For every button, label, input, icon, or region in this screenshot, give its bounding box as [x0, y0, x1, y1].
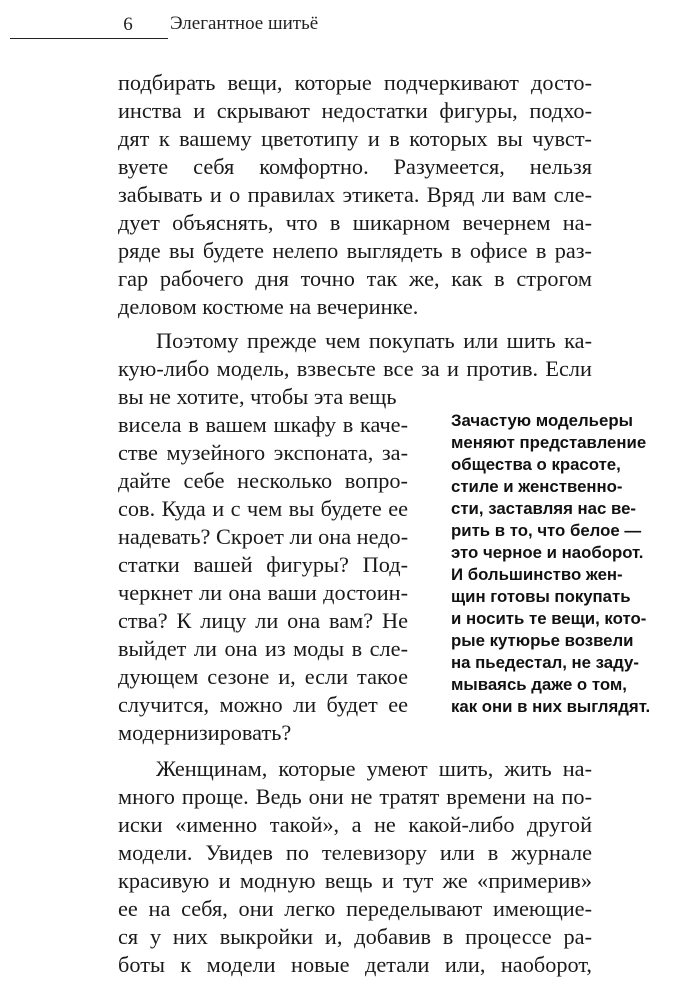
- body-line: кую-либо модель, взвесьте все за и против. Если: [118, 356, 592, 381]
- sidebar-line: и носить те вещи, кото-: [451, 609, 647, 628]
- body-line: иски «именно такой», а не какой-либо другой: [118, 812, 592, 837]
- sidebar-line: рить в то, что белое —: [451, 521, 642, 540]
- header-rule: [10, 38, 168, 39]
- body-line: ряде вы будете нелепо выглядеть в офисе в раз-: [118, 238, 592, 263]
- sidebar-line: щин готовы покупать: [451, 587, 631, 606]
- sidebar-line: Зачастую модельеры: [451, 411, 633, 430]
- sidebar-line: рые кутюрье возвели: [451, 631, 634, 650]
- body-line: сов. Куда и с чем вы будете ее: [118, 496, 408, 521]
- body-line: Поэтому прежде чем покупать или шить ка-: [156, 328, 592, 353]
- body-line: случится, можно ли будет ее: [118, 692, 408, 717]
- sidebar-line: стиле и женственно-: [451, 477, 623, 496]
- body-line: ства? К лицу ли она вам? Не: [118, 608, 408, 633]
- sidebar-line: сти, заставляя нас ве-: [451, 499, 637, 518]
- body-line: инства и скрывают недостатки фигуры, подхо-: [118, 98, 592, 123]
- sidebar-line: это черное и наоборот.: [451, 543, 644, 562]
- body-line: вуете себя комфортно. Разумеется, нельзя: [118, 154, 592, 179]
- body-line: дят к вашему цветотипу и в которых вы чувст-: [118, 126, 592, 151]
- sidebar-line: мываясь даже о том,: [451, 675, 627, 694]
- body-line: стве музейного экспоната, за-: [118, 440, 408, 465]
- sidebar-line: меняют представление: [451, 433, 647, 452]
- body-line: статки вашей фигуры? Под-: [118, 552, 408, 577]
- body-line: ее на себя, они легко переделывают имеющие-: [118, 896, 592, 921]
- sidebar-line: И большинство жен-: [451, 565, 623, 584]
- sidebar-line: на пьедестал, не заду-: [451, 653, 639, 672]
- body-line: много проще. Ведь они не тратят времени на по-: [118, 784, 592, 809]
- body-line: деловом костюме на вечеринке.: [118, 294, 419, 319]
- sidebar-line: как они в них выглядят.: [451, 697, 651, 716]
- body-line: подбирать вещи, которые подчеркивают досто-: [118, 70, 592, 95]
- body-line: дует объяснять, что в шикарном вечернем на-: [118, 210, 592, 235]
- body-line: модернизировать?: [118, 720, 292, 745]
- body-line: гар рабочего дня точно так же, как в строгом: [118, 266, 592, 291]
- body-line: надевать? Скроет ли она недо-: [118, 524, 409, 549]
- running-title: Элегантное шитьё: [170, 13, 319, 34]
- body-line: черкнет ли она ваши достоин-: [118, 580, 408, 605]
- body-line: ся у них выкройки и, добавив в процессе ра-: [118, 924, 592, 949]
- body-line: висела в вашем шкафу в каче-: [118, 412, 408, 437]
- body-line: дайте себе несколько вопро-: [118, 468, 408, 493]
- page-number: 6: [123, 14, 133, 35]
- body-line: красивую и модную вещь и тут же «примерив»: [118, 868, 592, 893]
- body-line: боты к модели новые детали или, наоборот,: [118, 952, 592, 977]
- body-line: Женщинам, которые умеют шить, жить на-: [156, 756, 592, 781]
- body-line: вы не хотите, чтобы эта вещь: [118, 384, 397, 409]
- body-line: забывать и о правилах этикета. Вряд ли вам сле-: [118, 182, 592, 207]
- sidebar-line: общества о красоте,: [451, 455, 621, 474]
- body-line: дующем сезоне и, если такое: [118, 664, 408, 689]
- body-line: выйдет ли она из моды в сле-: [118, 636, 408, 661]
- body-line: модели. Увидев по телевизору или в журнале: [118, 840, 592, 865]
